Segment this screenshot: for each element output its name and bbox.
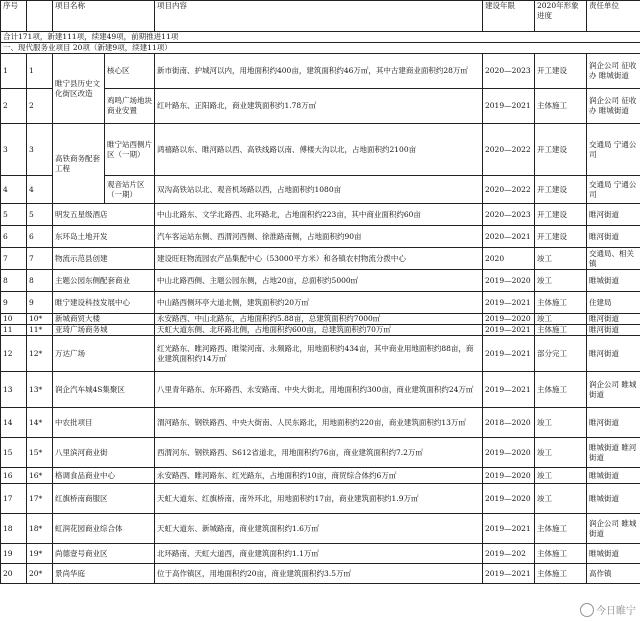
project-content: 北环路南、天虹大道西，商业建筑面积约1.1万㎡ [155,544,483,564]
table-row: 3 3 高铁商务配套工程 睢宁站西侧片区（一期） 鸿禧路以东、睢河路以西、高铁线路以南、傅楼大沟以北，占地面积约2100亩 2020—2022 开工建设 交通局 宁通公司 [1,124,640,176]
table-row: 6 6 东环岛土地开发 汽车客运站东侧、西渭河西侧、徐淮路南侧，占地面积约90亩 2020—2021 开工建设 睢河街道 [1,226,640,248]
table-row: 8 8 主题公园东侧配套商业 中山北路西侧、主题公园东侧，占地20亩，总面积约5000㎡ 2019—2020 竣工 睢城街道 [1,270,640,292]
table-row: 4 4 观音站片区（一期） 双沟高铁站以北、观音机场路以西，占地面积约1080亩 2020—2022 开工建设 交通局 宁通公司 [1,176,640,204]
table-row: 9 9 睢宁建设科技发展中心 中山路西侧环亭大道北侧，建筑面积约20万㎡ 2019—2021 主体施工 住建局 [1,292,640,314]
project-content: 中山路西侧环亭大道北侧，建筑面积约20万㎡ [155,292,483,314]
table-row: 14 14* 中农批项目 渭河路东、钢铁路西、中央大街南、人民东路北，用地面积约220亩，商业建筑面积约13万㎡ 2018—2020 竣工 睢河街道 [1,408,640,438]
project-name: 景尚华庭 [53,564,155,584]
project-content: 红叶路东、正阳路北，商业建筑面积约1.78万㎡ [155,89,483,124]
project-content: 西渭河东、钢铁路西、S612省道北，用地面积约76亩，商业建筑面积约7.2万㎡ [155,438,483,468]
header-content: 项目内容 [155,1,483,32]
summary-text: 合计171项，新建111项，续建49项，前期推进11项 [1,32,640,43]
watermark [580,602,636,617]
table-row: 11 11* 亚琦广场商务城 天虹大道东侧、北环路北侧，占地面积约600亩，总建筑面积约70万㎡ 2019—2021 主体施工 睢河街道 [1,325,640,336]
header-years: 建设年限 [483,1,535,32]
project-name: 物流示范县创建 [53,248,155,270]
project-content: 天虹大道东、红旗桥南、南外环北，用地面积约17亩，商业建筑面积约1.9万㎡ [155,484,483,514]
project-name: 虹润花园商业综合体 [53,514,155,544]
project-name: 睢宁县历史文化街区改造 [53,54,105,124]
header-row [1,1,640,32]
header-seq: 序号 [1,1,27,32]
project-content: 鸿禧路以东、睢河路以西、高铁线路以南、傅楼大沟以北，占地面积约2100亩 [155,124,483,176]
project-name: 尚德壹号商业区 [53,544,155,564]
project-name: 明发五星级酒店 [53,204,155,226]
project-content: 永安路西、中山北路东，占地面积约5.88亩，总建筑面积约7000㎡ [155,314,483,325]
table-row: 18 18* 虹润花园商业综合体 天虹大道东、新城路南，商业建筑面积约1.6万㎡ 2019—2021 主体施工 润企公司 睢城街道 [1,514,640,544]
table-row: 20 20* 景尚华庭 位于高作镇区，用地面积约20亩，商业建筑面积约3.5万㎡ 2019—2021 主体施工 高作镇 [1,564,640,584]
project-content: 永安路西、睢河路东、红光路东，占地面积约10亩，商贸综合体约6万㎡ [155,468,483,484]
table-row: 15 15* 八里滨河商业街 西渭河东、钢铁路西、S612省道北，用地面积约76亩，商业建筑面积约7.2万㎡ 2019—2020 竣工 睢城街道 睢河街道 [1,438,640,468]
project-name: 睢宁建设科技发展中心 [53,292,155,314]
table-row: 17 17* 红旗桥南商服区 天虹大道东、红旗桥南、南外环北，用地面积约17亩，商业建筑面积约1.9万㎡ 2019—2020 竣工 睢城街道 [1,484,640,514]
project-content: 中山北路西侧、主题公园东侧，占地20亩，总面积约5000㎡ [155,270,483,292]
project-name: 主题公园东侧配套商业 [53,270,155,292]
project-name: 格调食品商业中心 [53,468,155,484]
table-row: 13 13* 润企汽车城4S集聚区 八里青年路东、东环路西、永安路南、中央大街北，用地面积约300亩，商业建筑面积约24万㎡ 2019—2021 主体施工 润企公司 睢城街道 [1,372,640,408]
sub-area: 核心区 [105,54,155,89]
table-row: 10 10* 新城商贸大楼 永安路西、中山北路东，占地面积约5.88亩，总建筑面积约7000㎡ 2019—2020 竣工 睢河街道 [1,314,640,325]
header-blank [27,1,53,32]
project-content: 中山北路东、文学北路西、北环路北，占地面积约223亩，其中商业面积约60亩 [155,204,483,226]
project-content: 天虹大道东、新城路南，商业建筑面积约1.6万㎡ [155,514,483,544]
table-row: 7 7 物流示范县创建 建设旺旺物流园农产品集配中心（53000平方米）和各镇农村物流分拨中心 2020 竣工 交通局、相关镇 [1,248,640,270]
project-name: 润企汽车城4S集聚区 [53,372,155,408]
project-content: 红光路东、睢河路西、睢梁河南、永频路北，用地面积约434亩，其中商业用地面积约88亩，商业建筑面积约14万㎡ [155,336,483,372]
sub-area: 睢宁站西侧片区（一期） [105,124,155,176]
project-name: 亚琦广场商务城 [53,325,155,336]
project-name: 八里滨河商业街 [53,438,155,468]
watermark-logo-icon [580,603,594,617]
project-content: 新市街南、护城河以内，用地面积约400亩，建筑面积约46万㎡，其中古建商业面积约28万㎡ [155,54,483,89]
header-progress: 2020年形象进度 [535,1,587,32]
section-title: 一、现代服务业项目 20项（新建9项，续建11项） [1,43,640,54]
project-name: 万达广场 [53,336,155,372]
project-content: 位于高作镇区，用地面积约20亩，商业建筑面积约3.5万㎡ [155,564,483,584]
project-name: 东环岛土地开发 [53,226,155,248]
table-row: 12 12* 万达广场 红光路东、睢河路西、睢梁河南、永频路北，用地面积约434亩，其中商业用地面积约88亩，商业建筑面积约14万㎡ 2019—2021 部分完工 睢河街道 [1,336,640,372]
project-content: 建设旺旺物流园农产品集配中心（53000平方米）和各镇农村物流分拨中心 [155,248,483,270]
project-name: 高铁商务配套工程 [53,124,105,204]
table-row: 2 2 鸡鸣广场地块商业安置 红叶路东、正阳路北，商业建筑面积约1.78万㎡ 2019—2021 主体施工 润企公司 征收办 睢城街道 [1,89,640,124]
table-row: 1 1 睢宁县历史文化街区改造 核心区 新市街南、护城河以内，用地面积约400亩，建筑面积约46万㎡，其中古建商业面积约28万㎡ 2020—2023 开工建设 润企公司 征收办 睢城街道 [1,54,640,89]
project-content: 渭河路东、钢铁路西、中央大街南、人民东路北，用地面积约220亩，商业建筑面积约13万㎡ [155,408,483,438]
summary-row [1,32,640,43]
project-content: 八里青年路东、东环路西、永安路南、中央大街北，用地面积约300亩，商业建筑面积约24万㎡ [155,372,483,408]
sub-area: 观音站片区（一期） [105,176,155,204]
project-content: 天虹大道东侧、北环路北侧，占地面积约600亩，总建筑面积约70万㎡ [155,325,483,336]
project-content: 双沟高铁站以北、观音机场路以西，占地面积约1080亩 [155,176,483,204]
project-name: 中农批项目 [53,408,155,438]
section-row [1,43,640,54]
project-name: 新城商贸大楼 [53,314,155,325]
table-row: 19 19* 尚德壹号商业区 北环路南、天虹大道西，商业建筑面积约1.1万㎡ 2019—202 主体施工 睢城街道 [1,544,640,564]
sub-area: 鸡鸣广场地块商业安置 [105,89,155,124]
table-row: 5 5 明发五星级酒店 中山北路东、文学北路西、北环路北，占地面积约223亩，其中商业面积约60亩 2020—2023 开工建设 睢河街道 [1,204,640,226]
header-project-name: 项目名称 [53,1,155,32]
project-content: 汽车客运站东侧、西渭河西侧、徐淮路南侧，占地面积约90亩 [155,226,483,248]
watermark-text: 今日睢宁 [596,606,636,617]
header-unit: 责任单位 [587,1,640,32]
project-name: 红旗桥南商服区 [53,484,155,514]
table-row: 16 16* 格调食品商业中心 永安路西、睢河路东、红光路东，占地面积约10亩，商贸综合体约6万㎡ 2019—2020 竣工 睢城街道 [1,468,640,484]
